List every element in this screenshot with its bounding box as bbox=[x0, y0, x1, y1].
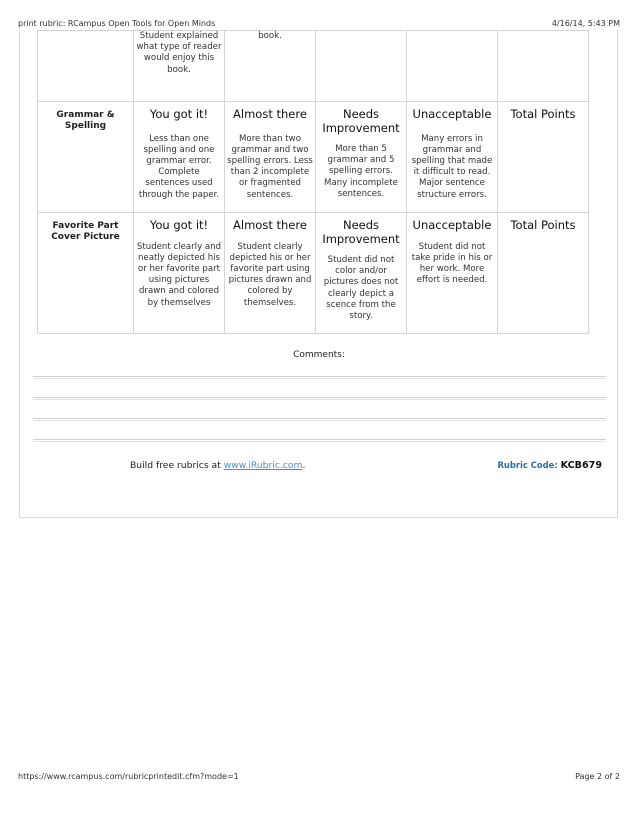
level-cell bbox=[407, 213, 498, 334]
level-cell bbox=[134, 213, 225, 334]
level-cell bbox=[225, 213, 316, 334]
level-cell bbox=[498, 213, 589, 334]
level-description: Many errors in grammar and spelling that made it difficult to read. Major sentence structure errors. bbox=[411, 133, 493, 200]
level-description: Student clearly and neatly depicted his or her favorite part using pictures drawn and colored by themselves bbox=[136, 241, 222, 308]
criterion-favorite-part: Favorite Part Cover Picture bbox=[38, 213, 134, 334]
rubric-cell-continued-3 bbox=[316, 31, 407, 102]
level-label: Almost there bbox=[233, 107, 307, 121]
irubric-link[interactable]: www.iRubric.com bbox=[223, 460, 303, 471]
level-cell bbox=[316, 102, 407, 213]
rubric-row-favorite-part bbox=[38, 213, 589, 334]
level-cell bbox=[407, 102, 498, 213]
level-label: Needs Improvement bbox=[322, 218, 400, 246]
level-cell bbox=[225, 102, 316, 213]
page-header-datetime: 4/16/14, 5:43 PM bbox=[551, 19, 620, 28]
rubric-cell-continued-4 bbox=[407, 31, 498, 102]
level-label: You got it! bbox=[149, 107, 209, 121]
build-suffix: . bbox=[302, 460, 306, 471]
level-description: Student did not color and/or pictures does not clearly depict a scence from the story. bbox=[323, 255, 399, 322]
rubric-code-label: Rubric Code: bbox=[497, 460, 558, 470]
page-header-title: print rubric: RCampus Open Tools for Open Minds bbox=[18, 19, 216, 28]
level-label: You got it! bbox=[149, 218, 209, 232]
level-label: Unacceptable bbox=[412, 218, 492, 232]
page-footer-url: https://www.rcampus.com/rubricprintedit.cfm?mode=1 bbox=[18, 772, 239, 781]
level-label: Total Points bbox=[510, 107, 576, 121]
level-cell bbox=[316, 213, 407, 334]
level-cell bbox=[498, 102, 589, 213]
level-description: More than two grammar and two spelling errors. Less than 2 incomplete or fragmented sentences. bbox=[227, 133, 313, 200]
rubric-cell-continued-1: Student explained what type of reader would enjoy this book. bbox=[134, 31, 225, 102]
comments-label: Comments: bbox=[293, 350, 345, 360]
rubric-cell-continued-criterion bbox=[38, 31, 134, 102]
rubric-row-continued bbox=[38, 31, 589, 102]
rubric-cell-continued-2: book. bbox=[225, 31, 316, 102]
level-cell bbox=[134, 102, 225, 213]
build-rubrics-text bbox=[130, 460, 305, 471]
page-footer-page-number: Page 2 of 2 bbox=[575, 772, 620, 781]
level-label: Unacceptable bbox=[412, 107, 492, 121]
level-label: Needs Improvement bbox=[322, 107, 400, 135]
level-label: Total Points bbox=[510, 218, 576, 232]
rubric-code-value: KCB679 bbox=[560, 460, 602, 471]
rubric-row-grammar bbox=[38, 102, 589, 213]
level-description: Student did not take pride in his or her work. More effort is needed. bbox=[411, 241, 493, 286]
criterion-grammar: Grammar & Spelling bbox=[38, 102, 134, 213]
level-description: Student clearly depicted his or her favorite part using pictures drawn and colored by themselves. bbox=[228, 241, 312, 308]
rubric-code bbox=[497, 460, 602, 471]
level-description: More than 5 grammar and 5 spelling errors. Many incomplete sentences. bbox=[324, 144, 398, 199]
comment-line bbox=[33, 376, 606, 379]
comment-line bbox=[33, 418, 606, 421]
build-prefix: Build free rubrics at bbox=[130, 460, 224, 471]
comment-line bbox=[33, 439, 606, 442]
comment-line bbox=[33, 397, 606, 400]
rubric-table bbox=[37, 30, 589, 334]
level-label: Almost there bbox=[233, 218, 307, 232]
level-description: Less than one spelling and one grammar error. Complete sentences used through the paper. bbox=[138, 133, 220, 200]
rubric-cell-continued-5 bbox=[498, 31, 589, 102]
